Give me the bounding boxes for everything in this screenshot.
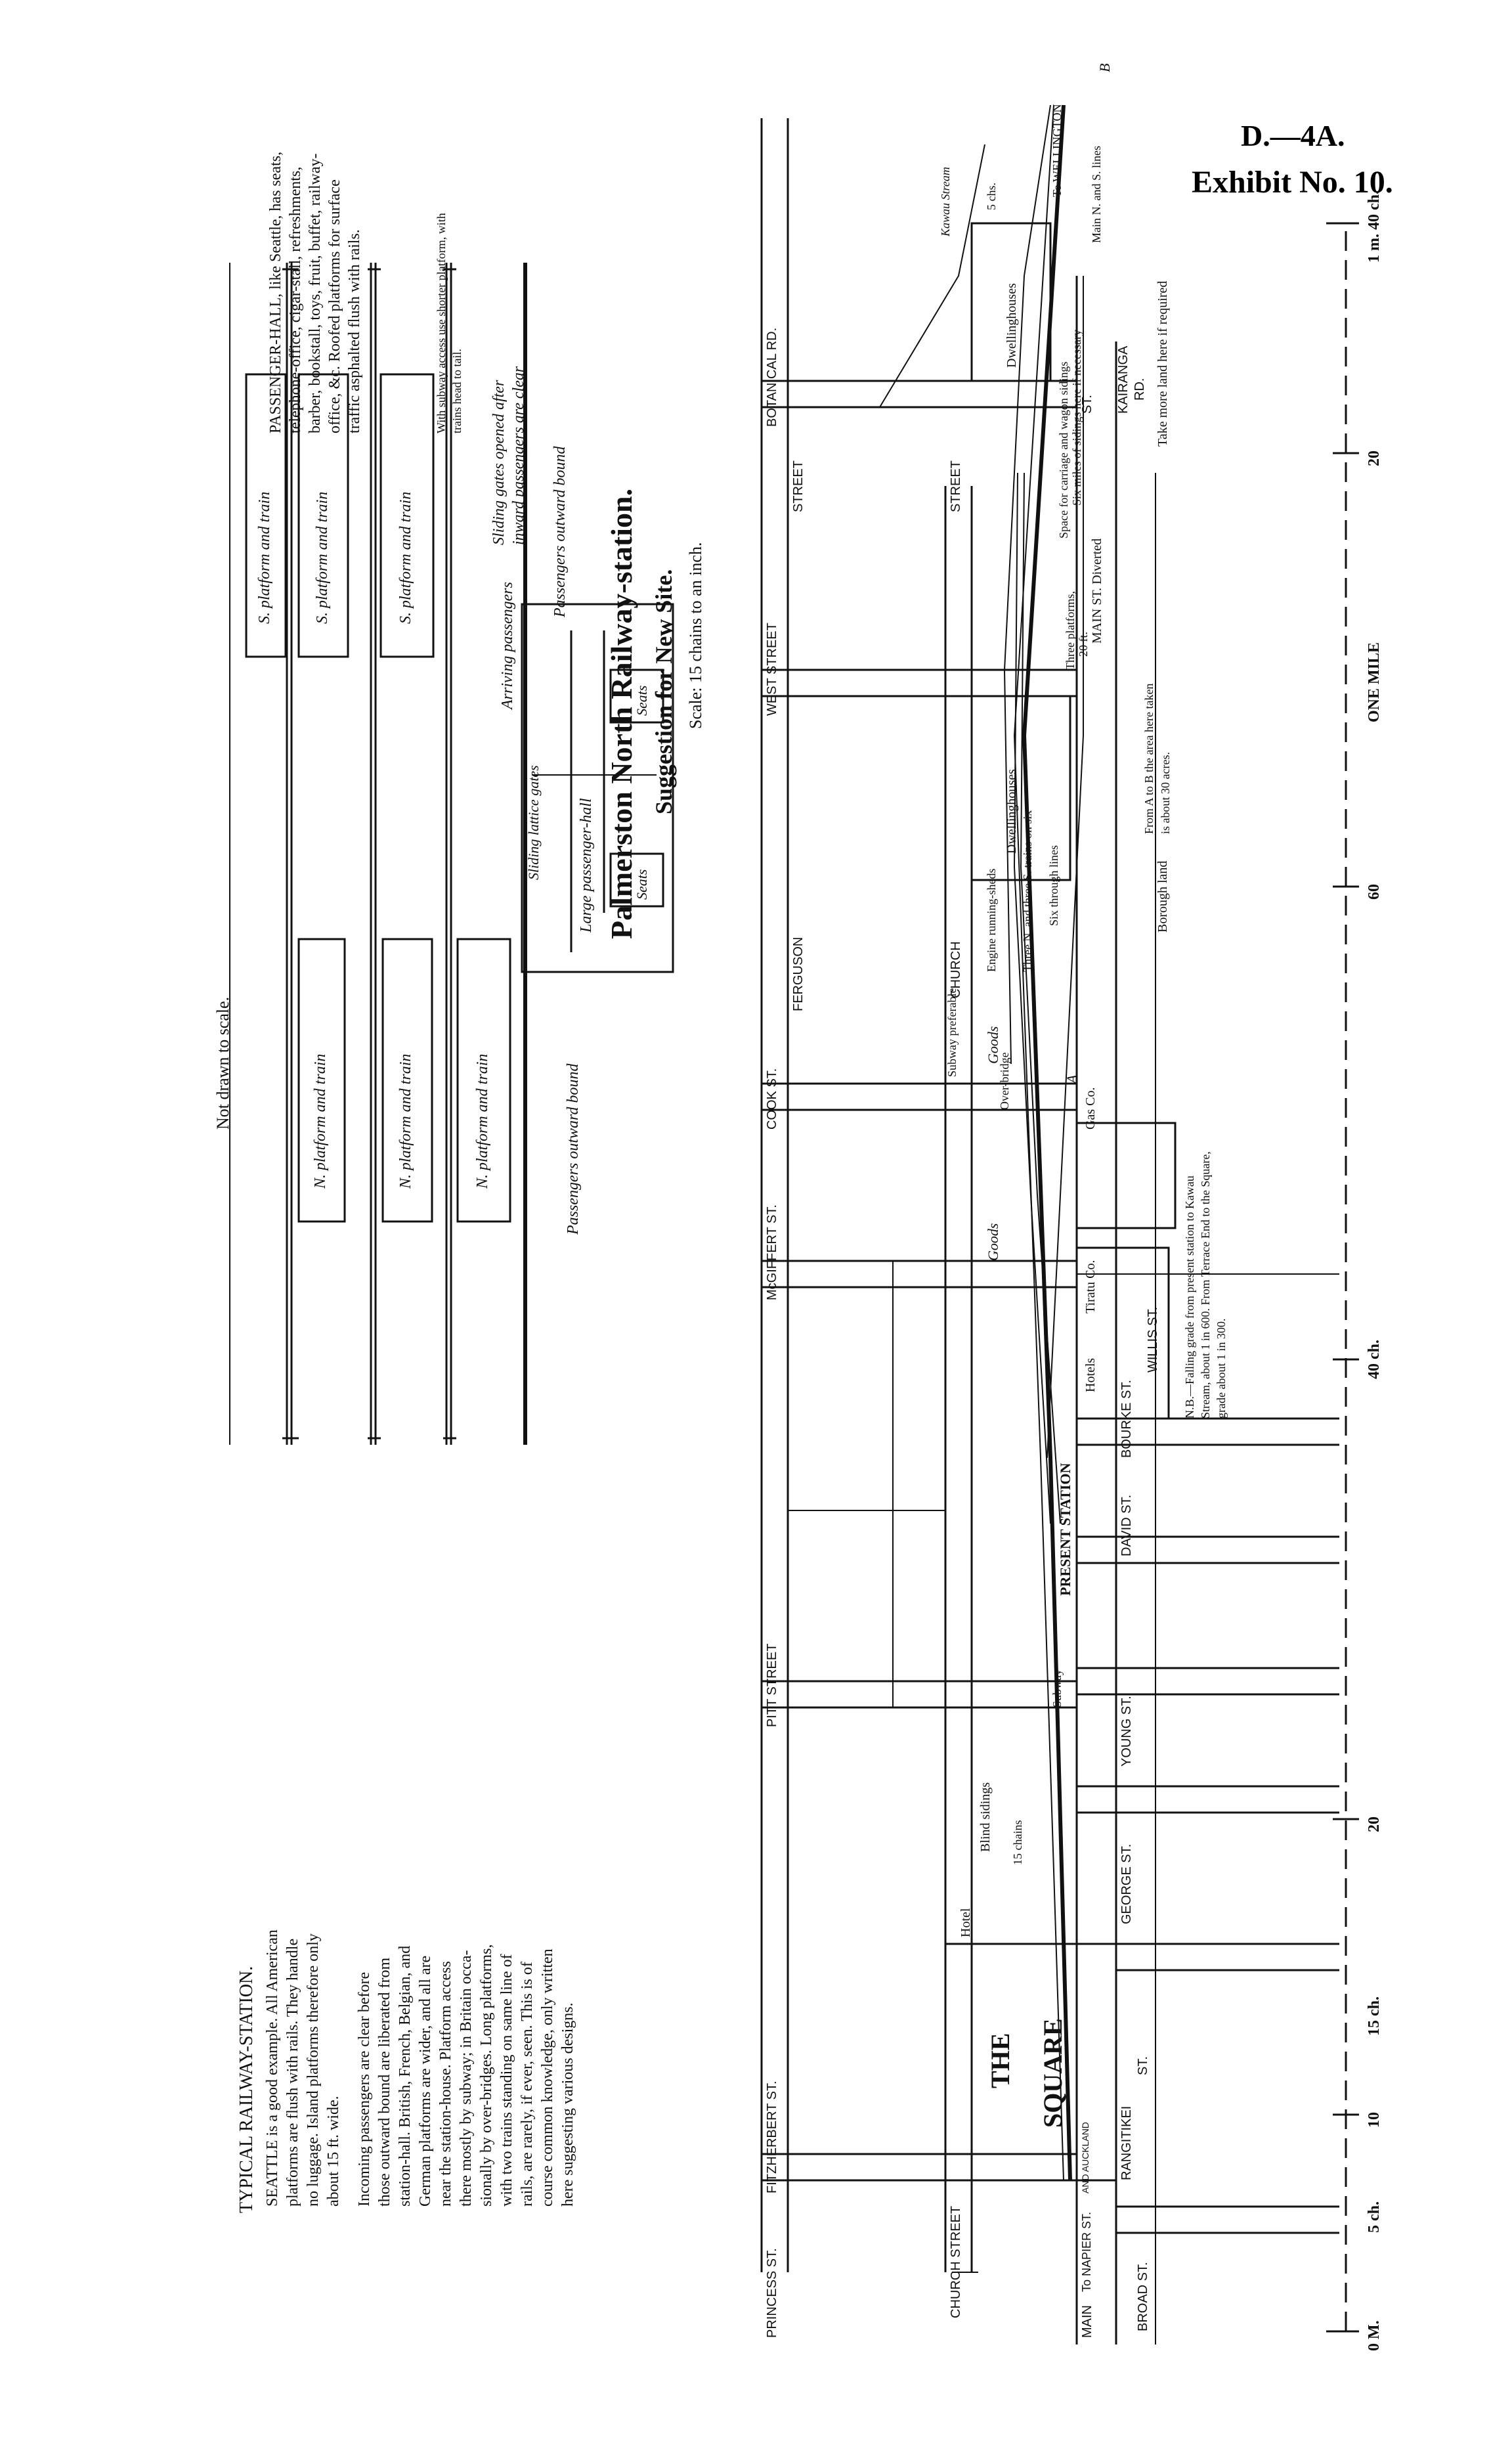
pitt-street-label: PITT STREET (765, 1643, 779, 1727)
about-30-acres-note: is about 30 acres. (1159, 752, 1172, 834)
mcgiffert-st-label: McGIFFERT ST. (765, 1204, 779, 1300)
grade-line: Stream, about 1 in 600. From Terrace End to the Square, (1199, 1151, 1212, 1419)
over-bridge-label: Over-bridge (998, 1052, 1011, 1110)
goods-label: Goods (985, 1223, 1001, 1261)
typical-station-title: TYPICAL RAILWAY-STATION. (236, 1966, 257, 2213)
engine-sheds-label: Engine running-sheds (985, 868, 998, 972)
hotel-label: Hotel (959, 1908, 973, 1937)
subway-label: Subway (1050, 1669, 1064, 1707)
six-through-label: Six through lines (1047, 845, 1060, 926)
goods-label: Goods (985, 1026, 1001, 1064)
hotels-label: Hotels (1083, 1357, 1098, 1392)
kawau-stream-label: Kawau Stream (939, 167, 952, 236)
scale-zero: 0 M. (1366, 2320, 1383, 2351)
main-lines-label: Main N. and S. lines (1090, 146, 1103, 243)
scale-forty: 40 ch. (1366, 1340, 1383, 1379)
map-title: Palmerston North Railway-station. (605, 488, 638, 939)
scale-fifteen: 15 ch. (1366, 1996, 1383, 2036)
main-st-label: ST. (1080, 395, 1094, 414)
church-label: CHURCH (949, 941, 963, 998)
cook-st-label: COOK ST. (765, 1068, 779, 1130)
sliding-gates-note (489, 366, 529, 545)
para1-line: no luggage. Island platforms therefore only (305, 1933, 322, 2207)
fitzherbert-st-label: FITZHERBERT ST. (765, 2080, 779, 2193)
para2-line: German platforms are wider, and all are (417, 1955, 434, 2207)
para2-line: rails, are rarely, if ever, seen. This is of (519, 1962, 536, 2207)
grade-line: N.B.—Falling grade from present station to Kawau (1183, 1176, 1196, 1419)
para2-line: Incoming passengers are clear before (356, 1971, 373, 2207)
typical-station-para2 (355, 1945, 578, 2207)
scale-five: 5 ch. (1366, 2201, 1383, 2233)
seats-label: Seats (634, 869, 650, 900)
three-platforms-label: Three platforms, (1064, 591, 1077, 670)
the-square-label: SQUARE (1038, 2018, 1068, 2128)
napier-label: To NAPIER ST. (1080, 2211, 1093, 2292)
rangitikei-label: RANGITIKEI (1119, 2105, 1134, 2180)
para2-line: station-hall. British, French, Belgian, and (397, 1945, 414, 2207)
para2-line: near the station-house. Platform access (437, 1961, 454, 2207)
scale-ten: 10 (1366, 2112, 1383, 2128)
s-platform-label: S. platform and train (397, 491, 414, 624)
para2-line: sionally by over-bridges. Long platforms, (478, 1944, 495, 2207)
passenger-hall-text (266, 152, 364, 433)
three-lines-label: Three N. and three S. trains on six (1021, 810, 1034, 972)
n-platform-label: N. platform and train (397, 1053, 414, 1189)
map-subtitle: Suggestion for New Site. (651, 569, 677, 814)
to-wellington-label: To WELLINGTON (1050, 104, 1064, 197)
arriving-passengers-label: Arriving passengers (499, 582, 516, 709)
passengers-outward-label: Passengers outward bound (565, 1063, 582, 1235)
n-platform-label: N. platform and train (312, 1053, 329, 1189)
young-st-label: YOUNG ST. (1119, 1696, 1134, 1767)
document-code: D.—4A. (1241, 119, 1345, 152)
main-st-diverted-label: MAIN ST. Diverted (1090, 538, 1104, 644)
para2-line: course common knowledge, only written (539, 1948, 556, 2207)
s-platform-label: S. platform and train (314, 491, 331, 624)
auckland-label: AND AUCKLAND (1080, 2122, 1091, 2193)
passengers-outward-label: Passengers outward bound (551, 446, 569, 617)
hall-line: PASSENGER-HALL, like Seattle, has seats, (267, 151, 284, 433)
dwellinghouses-label: Dwellinghouses (1004, 283, 1019, 368)
willis-st-label: WILLIS ST. (1146, 1306, 1160, 1373)
scale-end: 1 m. 40 ch. (1366, 190, 1383, 263)
para2-line: there mostly by subway; in Britain occa- (458, 1950, 475, 2207)
botanical-rd-label: BOTANICAL RD. (765, 327, 779, 427)
blind-sidings-label: Blind sidings (978, 1782, 993, 1852)
scale-sixty: 60 (1366, 884, 1383, 900)
not-to-scale-note: Not drawn to scale. (213, 996, 232, 1130)
broad-st-label: BROAD ST. (1136, 2262, 1150, 2331)
hall-line: traffic asphalted flush with rails. (346, 229, 363, 433)
twenty-ft-label: 20 ft. (1077, 632, 1090, 657)
para2-line: here suggesting various designs. (559, 2002, 576, 2207)
ferguson-label: FERGUSON (791, 936, 806, 1011)
the-square-the: THE (985, 2033, 1015, 2088)
five-chs-label: 5 chs. (985, 183, 998, 210)
george-st-label: GEORGE ST. (1119, 1843, 1134, 1924)
david-st-label: DAVID ST. (1119, 1494, 1134, 1556)
subway-preferable-label: Subway preferable (945, 988, 959, 1077)
para1-line: platforms are flush with rails. They handle (284, 1938, 301, 2207)
kairanga-rd-label: RD. (1133, 378, 1147, 401)
west-street-label: WEST STREET (765, 623, 779, 716)
church-street-label: CHURCH STREET (949, 2205, 963, 2318)
street-label: STREET (791, 460, 806, 512)
fifteen-chains-label: 15 chains (1011, 1820, 1024, 1865)
bourke-st-label: BOURKE ST. (1119, 1380, 1134, 1458)
para2-line: those outward bound are liberated from (376, 1957, 393, 2207)
grade-note (1182, 1151, 1229, 1419)
typical-station-para1 (263, 1929, 344, 2207)
s-platform-label: S. platform and train (256, 491, 273, 624)
subway-line: trains head to tail. (450, 349, 464, 433)
sliding-lattice-gates-label: Sliding lattice gates (525, 765, 542, 880)
street-label-2: STREET (949, 460, 963, 512)
seats-label: Seats (634, 685, 650, 716)
para2-line: with two trains standing on same line of (498, 1954, 515, 2207)
hall-line: telephone-office, cigar-stall, refreshments, (287, 166, 304, 433)
subway-line: With subway access use shorter platform, with (435, 213, 448, 433)
note-line: inward passengers are clear (510, 366, 527, 545)
n-platform-label: N. platform and train (474, 1053, 491, 1189)
six-miles-label: Six miles of sidings here if necessary (1070, 330, 1083, 506)
dwellinghouses-label: Dwellinghouses (1004, 769, 1019, 854)
point-b-label: B (1096, 63, 1113, 72)
map-scale: Scale: 15 chains to an inch. (686, 542, 705, 729)
scale-one-mile: ONE MILE (1366, 642, 1383, 722)
main-label: MAIN (1080, 2305, 1094, 2338)
rangitikei-st-label: ST. (1136, 2056, 1150, 2075)
space-carriage-label: Space for carriage and wagon sidings (1057, 361, 1070, 539)
large-passenger-hall-label: Large passenger-hall (578, 798, 595, 933)
grade-line: grade about 1 in 300. (1215, 1318, 1228, 1419)
para1-line: SEATTLE is a good example. All American (264, 1929, 281, 2207)
tiratu-label: Tiratu Co. (1083, 1260, 1098, 1313)
hall-line: office, &c. Roofed platforms for surface (326, 179, 343, 433)
point-a-label: A (1064, 1074, 1080, 1084)
a-to-b-note: From A to B the area here taken (1142, 683, 1156, 834)
note-line: Sliding gates opened after (490, 380, 508, 545)
scale-twenty: 20 (1366, 1816, 1383, 1832)
hall-line: barber, bookstall, toys, fruit, buffet, railway- (307, 153, 324, 433)
subway-access-note (433, 213, 465, 433)
take-more-land-label: Take more land here if required (1156, 280, 1170, 447)
princess-st-label: PRINCESS ST. (765, 2248, 779, 2338)
exhibit-number: Exhibit No. 10. (1192, 165, 1393, 200)
scale-twenty-b: 20 (1366, 451, 1383, 466)
kairanga-label: KAIRANGA (1116, 345, 1131, 414)
present-station-label: PRESENT STATION (1057, 1463, 1073, 1596)
borough-land-label: Borough land (1156, 860, 1170, 933)
para1-line: about 15 ft. wide. (325, 2096, 342, 2207)
gas-co-label: Gas Co. (1083, 1087, 1098, 1130)
